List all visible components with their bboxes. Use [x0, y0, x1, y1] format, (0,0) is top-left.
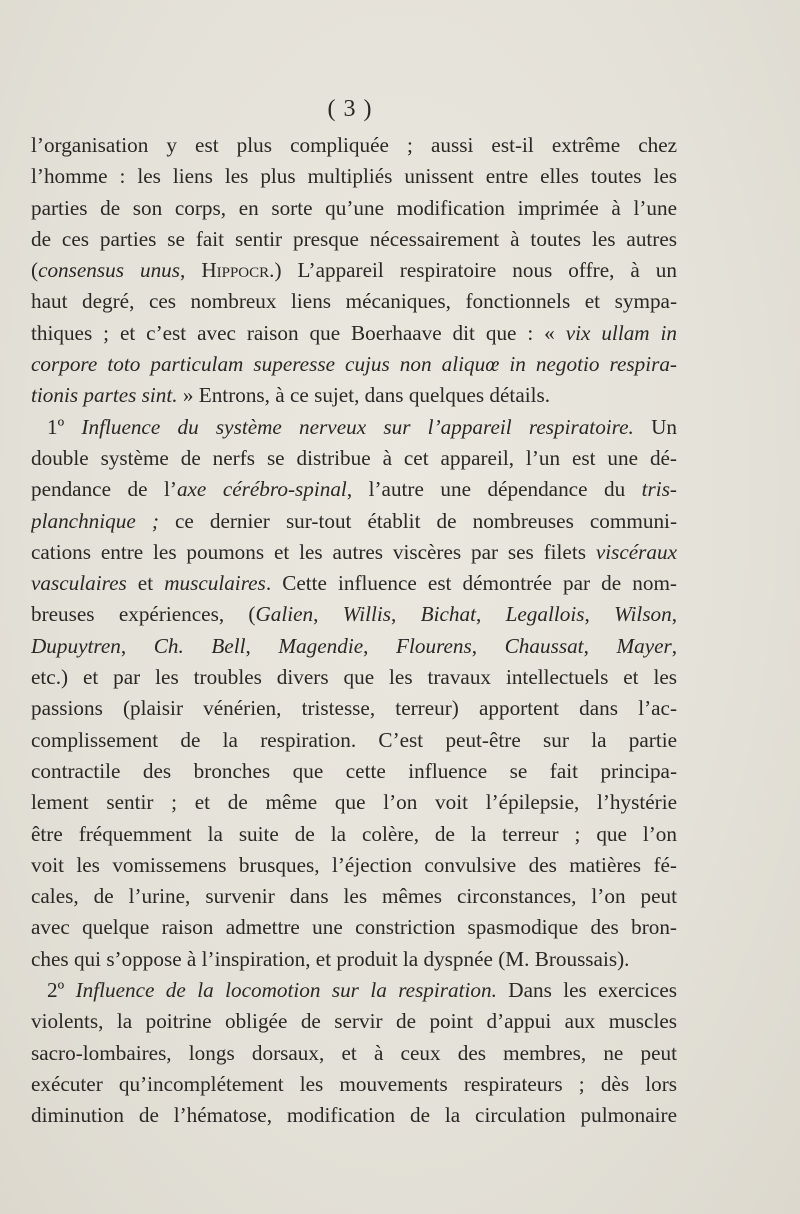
text-run: 2º [47, 978, 76, 1003]
italic-text: vix ullam in [565, 320, 677, 345]
text-line [31, 349, 677, 380]
text-line [31, 756, 677, 787]
italic-text: musculaires [164, 571, 266, 596]
text-run: ches qui s’oppose à l’inspiration, et produit la dyspnée (M. Broussais). [31, 946, 630, 971]
text-line [31, 975, 677, 1006]
page-number: ( 3 ) [327, 96, 373, 122]
text-line [31, 912, 677, 943]
text-run: l’homme : les liens les plus multipliés unissent entre elles toutes les [31, 164, 677, 189]
text-run: etc.) et par les troubles divers que les travaux intellectuels et les [31, 665, 677, 690]
italic-text: vasculaires [31, 571, 127, 596]
text-run: voit les vomissemens brusques, l’éjection convulsive des matières fé- [31, 852, 677, 877]
text-run: haut degré, ces nombreux liens mécaniques, fonctionnels et sympa- [31, 289, 677, 314]
text-run: ce dernier sur-tout établit de nombreuses communi- [158, 508, 677, 533]
italic-text: Chaussat [504, 633, 584, 658]
text-run: exécuter qu’incomplétement les mouvements respirateurs ; dès lors [31, 1071, 677, 1096]
text-run: parties de son corps, en sorte qu’une modification imprimée à l’une [31, 195, 677, 220]
text-line [31, 599, 677, 630]
text-line [31, 725, 677, 756]
text-run: de ces parties se fait sentir presque nécessairement à toutes les autres [31, 226, 677, 251]
text-run: , [180, 258, 202, 283]
text-run: être fréquemment la suite de la colère, de la terreur ; que l’on [31, 821, 677, 846]
text-run: , [313, 602, 343, 627]
text-run: , [475, 602, 506, 627]
text-line [31, 693, 677, 724]
text-line [31, 412, 677, 443]
body-text [31, 130, 677, 1132]
text-run: ) L’appareil respiratoire nous offre, à un [274, 258, 677, 283]
italic-text: Mayer [616, 633, 672, 658]
text-run: contractile des bronches que cette influence se fait principa- [31, 758, 677, 783]
text-line [31, 1100, 677, 1131]
text-run: Dans les exercices [496, 978, 677, 1003]
text-line [31, 944, 677, 975]
text-line [31, 506, 677, 537]
text-run: l’organisation y est plus compliquée ; aussi est-il extrême chez [31, 133, 677, 157]
italic-text: Flourens [396, 633, 472, 658]
text-run: lement sentir ; et de même que l’on voit l’épilepsie, l’hystérie [31, 790, 677, 815]
text-line [31, 819, 677, 850]
small-caps-text: Hippocr. [201, 258, 275, 283]
text-run: avec quelque raison admettre une constriction spasmodique des bron- [31, 915, 677, 940]
text-line [31, 161, 677, 192]
text-run: , [391, 602, 421, 627]
italic-text: Magendie [278, 633, 364, 658]
italic-text: Legallois [505, 602, 585, 627]
text-line [31, 881, 677, 912]
text-line [31, 130, 677, 161]
text-run: , [471, 633, 505, 658]
text-run: Un [633, 414, 677, 439]
text-line [31, 380, 677, 411]
text-line [31, 318, 677, 349]
text-line [31, 568, 677, 599]
text-line [31, 224, 677, 255]
text-run: cations entre les poumons et les autres viscères par ses filets [31, 539, 596, 564]
text-run: 1º [47, 414, 82, 439]
text-line [31, 537, 677, 568]
text-line [31, 631, 677, 662]
text-line [31, 850, 677, 881]
text-run: pendance de l’ [31, 477, 177, 502]
text-run: diminution de l’hématose, modification de la circulation pulmonaire [31, 1103, 677, 1128]
text-run: breuses expériences, ( [31, 602, 256, 627]
text-line [31, 787, 677, 818]
italic-text: Galien [255, 602, 314, 627]
italic-text: Influence du système nerveux sur l’appareil respiratoire. [81, 414, 634, 439]
text-run: , l’autre une dépendance du [346, 477, 642, 502]
text-run: cales, de l’urine, survenir dans les mêmes circonstances, l’on peut [31, 884, 677, 909]
text-run: complissement de la respiration. C’est peut-être sur la partie [31, 727, 677, 752]
text-run: , [245, 633, 279, 658]
italic-text: planchnique ; [31, 508, 159, 533]
text-run: sacro-lombaires, longs dorsaux, et à ceux des membres, ne peut [31, 1040, 677, 1065]
italic-text: Wilson [614, 602, 672, 627]
italic-text: axe cérébro-spinal [176, 477, 347, 502]
italic-text: tris- [641, 477, 677, 502]
text-run: , [120, 633, 154, 658]
text-line [31, 286, 677, 317]
text-line [31, 443, 677, 474]
text-line [31, 193, 677, 224]
italic-text: viscéraux [595, 539, 677, 564]
text-line [31, 1038, 677, 1069]
text-run: double système de nerfs se distribue à cet appareil, l’un est une dé- [31, 445, 677, 470]
text-line [31, 255, 677, 286]
text-run: , [671, 633, 677, 658]
text-run: , [363, 633, 397, 658]
text-line [31, 1069, 677, 1100]
italic-text: Dupuytren [31, 633, 121, 658]
text-run: passions (plaisir vénérien, tristesse, terreur) apportent dans l’ac- [31, 696, 677, 721]
text-run: ( [31, 258, 39, 283]
italic-text: Willis [342, 602, 392, 627]
italic-text: corpore toto particulam superesse cujus non aliquœ in negotio respira- [31, 352, 677, 377]
italic-text: consensus unus [38, 258, 181, 283]
text-line [31, 662, 677, 693]
text-run: et [126, 571, 165, 596]
text-run: violents, la poitrine obligée de servir de point d’appui aux muscles [31, 1009, 677, 1034]
italic-text: tionis partes sint. [31, 383, 178, 408]
text-line [31, 474, 677, 505]
text-run: , [583, 633, 617, 658]
text-run: » Entrons, à ce sujet, dans quelques détails. [177, 383, 551, 408]
italic-text: Bichat [420, 602, 476, 627]
italic-text: Ch. Bell [153, 633, 246, 658]
italic-text: Influence de la locomotion sur la respiration. [75, 978, 497, 1003]
text-run: , [671, 602, 677, 627]
text-run: thiques ; et c’est avec raison que Boerhaave dit que : « [31, 320, 566, 345]
text-run: . Cette influence est démontrée par de nom- [265, 571, 677, 596]
text-run: , [584, 602, 615, 627]
text-line [31, 1006, 677, 1037]
